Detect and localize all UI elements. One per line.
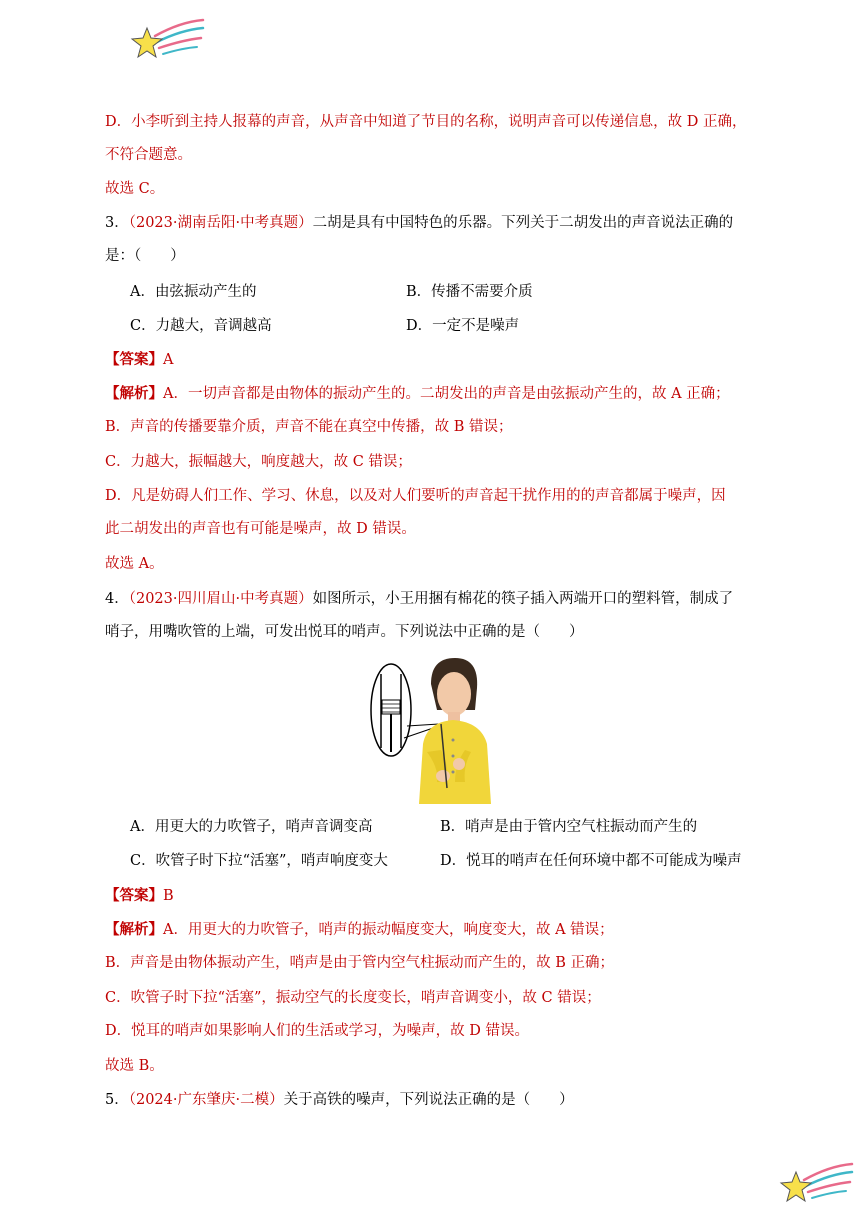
q3-answer: [105, 350, 173, 370]
q3-analysis-b: B．声音的传播要靠介质，声音不能在真空中传播，故 B 错误；: [105, 419, 513, 435]
q5-number: 5．: [105, 1092, 129, 1108]
shooting-star-icon: [125, 14, 205, 64]
q4-stem1: 如图所示，小王用捆有棉花的筷子插入两端开口的塑料管，制成了: [312, 591, 734, 607]
q4-analysis-d: D．悦耳的哨声如果影响人们的生活或学习，为噪声，故 D 错误。: [105, 1023, 529, 1039]
q4-answer-value: B: [163, 888, 174, 904]
q3-stem1: 二胡是具有中国特色的乐器。下列关于二胡发出的声音说法正确的: [312, 215, 734, 231]
q3-analysis-d1: D．凡是妨碍人们工作、学习、休息，以及对人们要听的声音起干扰作用的的声音都属于噪声，因: [105, 488, 726, 504]
q5-stem: [105, 1090, 574, 1110]
q4-analysis-b: B．声音是由物体振动产生，哨声是由于管内空气柱振动而产生的，故 B 正确；: [105, 955, 615, 971]
shooting-star-icon: [774, 1158, 854, 1208]
q4-option-b: B．哨声是由于管内空气柱振动而产生的: [440, 819, 698, 835]
q3-analysis-a-text: A．一切声音都是由物体的振动产生的。二胡发出的声音是由弦振动产生的，故 A 正确；: [163, 386, 730, 402]
q4-answer: [105, 886, 174, 906]
q4-stem-line1: [105, 589, 733, 609]
q3-answer-label: 【答案】: [105, 351, 163, 368]
q5-source: （2024·广东肇庆·二模）: [128, 1092, 284, 1108]
q5-stem-text: 关于高铁的噪声，下列说法正确的是（ ）: [283, 1092, 574, 1108]
q3-option-c: C．力越大，音调越高: [130, 318, 272, 334]
q4-option-a: A．用更大的力吹管子，哨声音调变高: [130, 819, 373, 835]
q4-source: （2023·四川眉山·中考真题）: [128, 591, 313, 607]
q3-answer-value: A: [163, 352, 174, 368]
q3-option-d: D．一定不是噪声: [406, 318, 520, 334]
q3-conclusion: 故选 A。: [105, 556, 164, 572]
q3-source: （2023·湖南岳阳·中考真题）: [128, 215, 313, 231]
q4-analysis-label: 【解析】: [105, 921, 163, 938]
q4-option-d: D．悦耳的哨声在任何环境中都不可能成为噪声: [440, 853, 742, 869]
q4-analysis-c: C．吹管子时下拉“活塞”，振动空气的长度变长，哨声音调变小，故 C 错误；: [105, 990, 601, 1006]
q4-analysis-a-text: A．用更大的力吹管子，哨声的振动幅度变大，响度变大，故 A 错误；: [163, 922, 614, 938]
q4-answer-label: 【答案】: [105, 887, 163, 904]
q3-stem-line1: [105, 213, 733, 233]
q3-analysis-c: C．力越大，振幅越大，响度越大，故 C 错误；: [105, 454, 412, 470]
whistle-girl-figure: [367, 656, 501, 804]
q2-option-d-line1: D．小李听到主持人报幕的声音，从声音中知道了节目的名称，说明声音可以传递信息，故 D 正确，: [105, 114, 747, 130]
q3-analysis-label: 【解析】: [105, 385, 163, 402]
q4-analysis-a: [105, 920, 614, 940]
q3-number: 3．: [105, 215, 129, 231]
q3-option-a: A．由弦振动产生的: [130, 284, 257, 300]
q4-conclusion: 故选 B。: [105, 1058, 164, 1074]
q4-stem-line2: 哨子，用嘴吹管的上端，可发出悦耳的哨声。下列说法中正确的是（ ）: [105, 624, 584, 640]
q2-option-d-line2: 不符合题意。: [105, 147, 192, 163]
q3-stem-line2: 是：（ ）: [105, 248, 185, 264]
q3-option-b: B．传播不需要介质: [406, 284, 533, 300]
q4-number: 4．: [105, 591, 129, 607]
q3-analysis-a: [105, 384, 730, 404]
q4-option-c: C．吹管子时下拉“活塞”，哨声响度变大: [130, 853, 388, 869]
q2-conclusion: 故选 C。: [105, 181, 165, 197]
q3-analysis-d2: 此二胡发出的声音也有可能是噪声，故 D 错误。: [105, 521, 416, 537]
